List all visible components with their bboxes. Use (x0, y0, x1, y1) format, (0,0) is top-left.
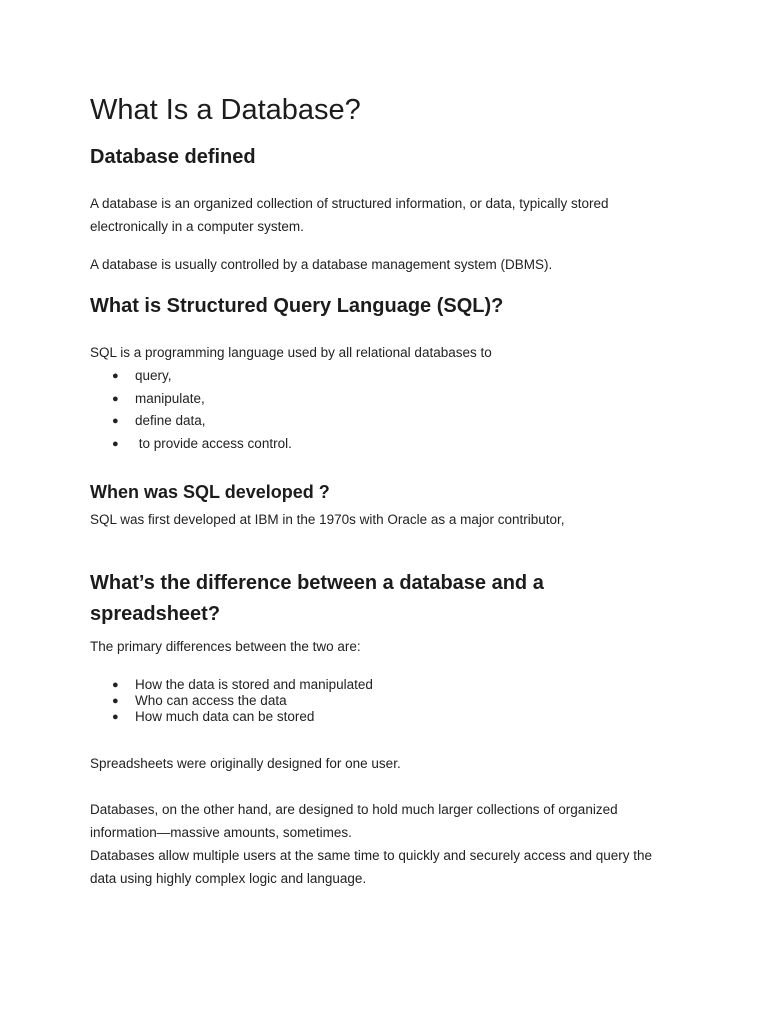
paragraph-definition-line-2: electronically in a computer system. (90, 219, 304, 234)
paragraph-dbms: A database is usually controlled by a database management system (DBMS). (90, 257, 553, 272)
heading-sql-developed: When was SQL developed ? (90, 482, 330, 502)
heading-difference-line-2: spreadsheet? (90, 603, 221, 625)
list-item: ● How much data can be stored (112, 709, 373, 725)
list-item: ● Who can access the data (112, 693, 373, 709)
list-item: ● define data, (112, 412, 292, 435)
paragraph-databases-line-3: Databases allow multiple users at the same time to quickly and securely access and query the (90, 848, 653, 863)
heading-database-defined: Database defined (90, 146, 256, 168)
sql-uses-list (112, 367, 292, 457)
page-title: What Is a Database? (90, 94, 361, 126)
heading-sql: What is Structured Query Language (SQL)? (90, 295, 504, 317)
paragraph-databases-line-4: data using highly complex logic and language. (90, 871, 367, 886)
paragraph-databases-line-2: information—massive amounts, sometimes. (90, 825, 352, 840)
paragraph-differences-intro: The primary differences between the two are: (90, 639, 361, 654)
list-item: ● manipulate, (112, 390, 292, 413)
list-item: ● query, (112, 367, 292, 390)
paragraph-definition-line-1: A database is an organized collection of structured information, or data, typically stored (90, 196, 609, 211)
heading-difference-line-1: What’s the difference between a database and a (90, 572, 544, 594)
paragraph-sql-history: SQL was first developed at IBM in the 1970s with Oracle as a major contributor, (90, 512, 565, 527)
paragraph-sql-intro: SQL is a programming language used by all relational databases to (90, 345, 492, 360)
list-item: ● to provide access control. (112, 435, 292, 458)
paragraph-spreadsheets: Spreadsheets were originally designed for one user. (90, 756, 401, 771)
list-item: ● How the data is stored and manipulated (112, 677, 373, 693)
paragraph-databases-line-1: Databases, on the other hand, are designed to hold much larger collections of organized (90, 802, 618, 817)
differences-list (112, 677, 373, 725)
